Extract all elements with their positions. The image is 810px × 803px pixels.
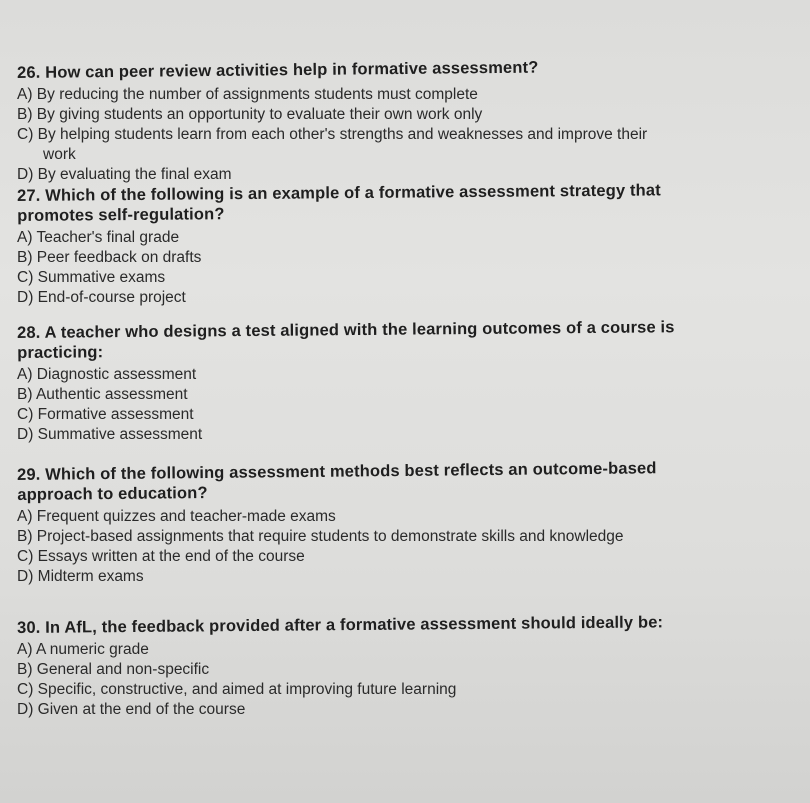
- option-c: C) By helping students learn from each other's strengths and weaknesses and improve their: [17, 126, 648, 143]
- option-d: D) End-of-course project: [17, 289, 186, 306]
- question-line-1: 28. A teacher who designs a test aligned with the learning outcomes of a course is: [17, 318, 675, 342]
- option-b: B) Peer feedback on drafts: [17, 249, 202, 266]
- question-29: [17, 459, 777, 587]
- option-a: A) Diagnostic assessment: [17, 366, 197, 383]
- question-28: [17, 318, 777, 445]
- question-line-1: 27. Which of the following is an example of a formative assessment strategy that: [17, 181, 661, 205]
- option-b: B) Authentic assessment: [17, 386, 188, 403]
- question-text: 30. In AfL, the feedback provided after a formative assessment should ideally be:: [17, 613, 664, 637]
- option-a: A) Teacher's final grade: [17, 229, 180, 246]
- option-d: D) By evaluating the final exam: [17, 166, 232, 183]
- question-26: [17, 58, 777, 185]
- option-c: C) Formative assessment: [17, 406, 194, 423]
- option-c: C) Specific, constructive, and aimed at improving future learning: [17, 681, 457, 698]
- question-text: 26. How can peer review activities help in formative assessment?: [17, 58, 539, 82]
- option-b: B) Project-based assignments that require students to demonstrate skills and knowledge: [17, 528, 624, 545]
- option-d: D) Given at the end of the course: [17, 701, 246, 718]
- question-27: [17, 181, 777, 308]
- option-c: C) Summative exams: [17, 269, 166, 286]
- option-b: B) General and non-specific: [17, 661, 210, 678]
- option-c-continuation: [17, 145, 777, 165]
- question-text: [17, 457, 777, 505]
- question-30: [17, 613, 777, 720]
- option-b: B) By giving students an opportunity to evaluate their own work only: [17, 106, 483, 123]
- question-text: [17, 179, 777, 226]
- question-line-2: approach to education?: [17, 484, 208, 504]
- option-d: D) Midterm exams: [17, 568, 144, 585]
- option-c: C) Essays written at the end of the course: [17, 548, 305, 565]
- question-line-1: 29. Which of the following assessment methods best reflects an outcome-based: [17, 459, 657, 484]
- option-a: A) A numeric grade: [17, 641, 149, 658]
- option-c-cont-text: work: [43, 146, 76, 163]
- option-a: A) By reducing the number of assignments students must complete: [17, 86, 478, 103]
- question-line-2: practicing:: [17, 343, 104, 362]
- question-line-2: promotes self-regulation?: [17, 205, 225, 225]
- option-d: D) Summative assessment: [17, 426, 203, 443]
- option-a: A) Frequent quizzes and teacher-made exams: [17, 508, 336, 525]
- question-text: [17, 316, 777, 363]
